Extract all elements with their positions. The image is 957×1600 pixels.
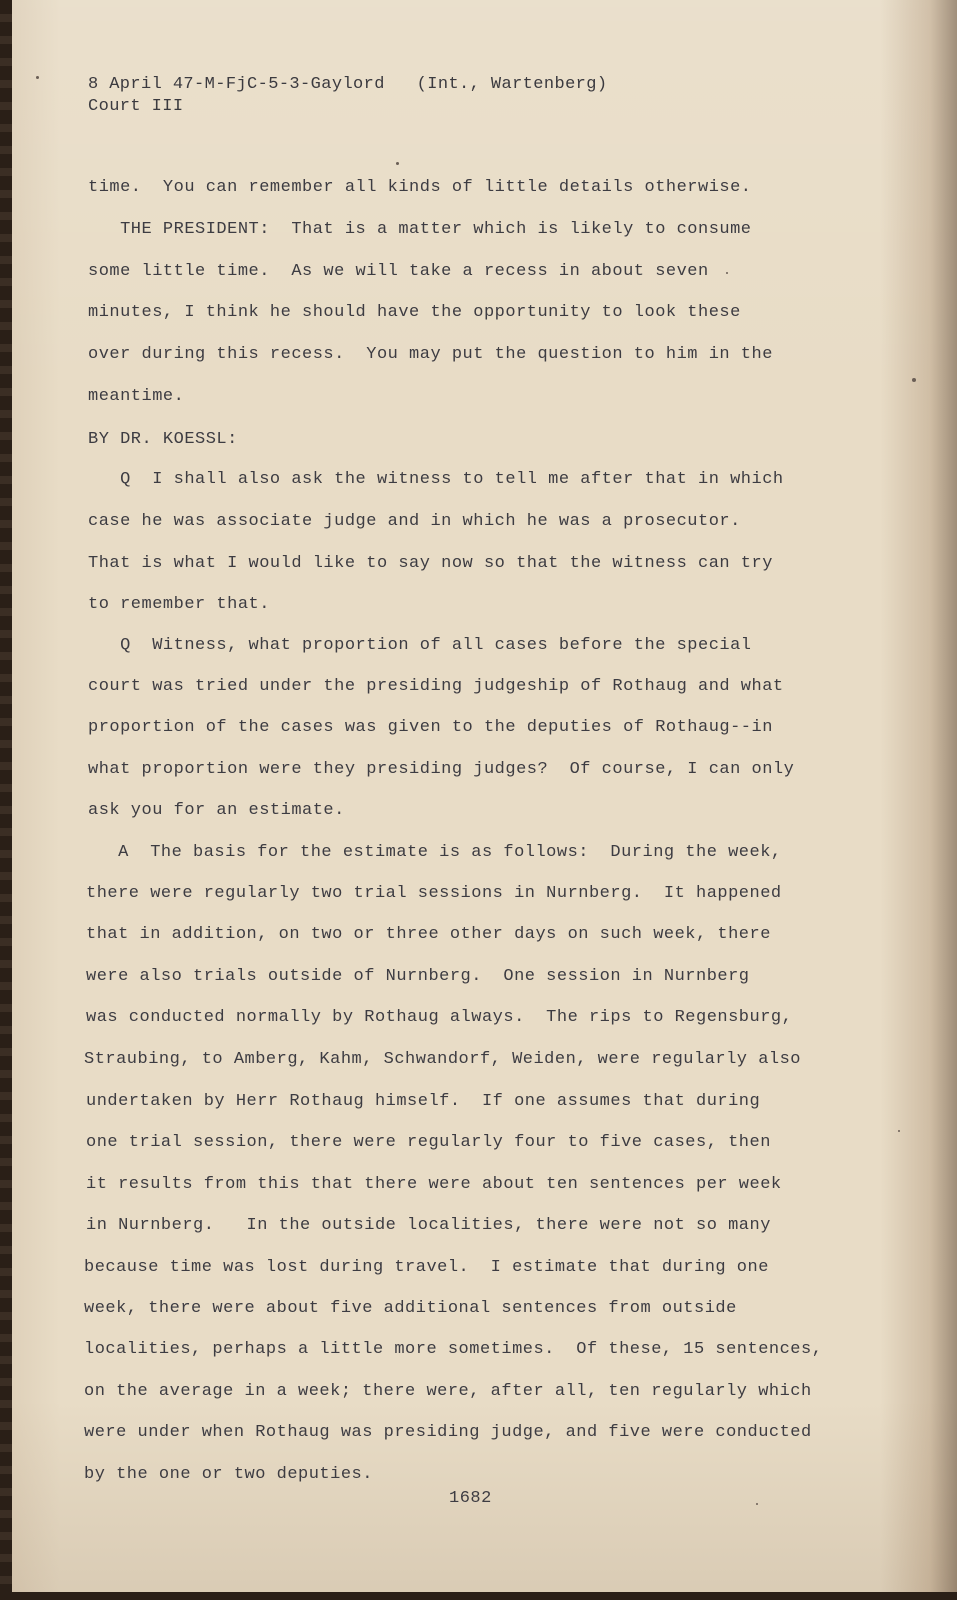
transcript-line: meantime. [88, 387, 185, 406]
paper-speck [898, 1130, 900, 1132]
paper-speck [756, 1503, 758, 1505]
transcript-line: because time was lost during travel. I estimate that during one [84, 1258, 769, 1277]
transcript-line: it results from this that there were about ten sentences per week [86, 1175, 782, 1194]
transcript-line: Q I shall also ask the witness to tell me after that in which [88, 470, 784, 489]
transcript-line: court was tried under the presiding judgeship of Rothaug and what [88, 677, 784, 696]
transcript-line: that in addition, on two or three other days on such week, there [86, 925, 771, 944]
transcript-line: was conducted normally by Rothaug always. The rips to Regensburg, [86, 1008, 793, 1027]
transcript-line: time. You can remember all kinds of little details otherwise. [88, 178, 752, 197]
transcript-line: one trial session, there were regularly four to five cases, then [86, 1133, 771, 1152]
page-number: 1682 [449, 1489, 492, 1508]
transcript-line: what proportion were they presiding judges? Of course, I can only [88, 760, 795, 779]
transcript-line: in Nurnberg. In the outside localities, there were not so many [86, 1216, 771, 1235]
header-case-line: 8 April 47-M-FjC-5-3-Gaylord (Int., Wartenberg) [88, 75, 608, 94]
transcript-line: on the average in a week; there were, after all, ten regularly which [84, 1382, 812, 1401]
transcript-line: week, there were about five additional sentences from outside [84, 1299, 737, 1318]
transcript-line: undertaken by Herr Rothaug himself. If one assumes that during [86, 1092, 761, 1111]
transcript-line: minutes, I think he should have the opportunity to look these [88, 303, 741, 322]
transcript-line: over during this recess. You may put the question to him in the [88, 345, 773, 364]
transcript-line: there were regularly two trial sessions in Nurnberg. It happened [86, 884, 782, 903]
transcript-line: were also trials outside of Nurnberg. One session in Nurnberg [86, 967, 750, 986]
transcript-line: case he was associate judge and in which he was a prosecutor. [88, 512, 741, 531]
paper-speck [912, 378, 916, 382]
transcript-line: Q Witness, what proportion of all cases before the special [88, 636, 752, 655]
transcript-line: some little time. As we will take a recess in about seven [88, 262, 709, 281]
paper-speck [396, 162, 399, 165]
transcript-line: were under when Rothaug was presiding judge, and five were conducted [84, 1423, 812, 1442]
transcript-line: by the one or two deputies. [84, 1465, 373, 1484]
transcript-line: ask you for an estimate. [88, 801, 345, 820]
paper-speck [36, 76, 39, 79]
transcript-line: localities, perhaps a little more sometimes. Of these, 15 sentences, [84, 1340, 823, 1359]
transcript-line: proportion of the cases was given to the deputies of Rothaug--in [88, 718, 773, 737]
paper-speck [726, 272, 728, 274]
transcript-line: That is what I would like to say now so that the witness can try [88, 554, 773, 573]
transcript-line: Straubing, to Amberg, Kahm, Schwandorf, Weiden, were regularly also [84, 1050, 802, 1069]
header-court-line: Court III [88, 97, 184, 116]
transcript-line: THE PRESIDENT: That is a matter which is likely to consume [88, 220, 752, 239]
transcript-line: to remember that. [88, 595, 270, 614]
transcript-line: BY DR. KOESSL: [88, 430, 238, 449]
transcript-line: A The basis for the estimate is as follows: During the week, [86, 843, 782, 862]
